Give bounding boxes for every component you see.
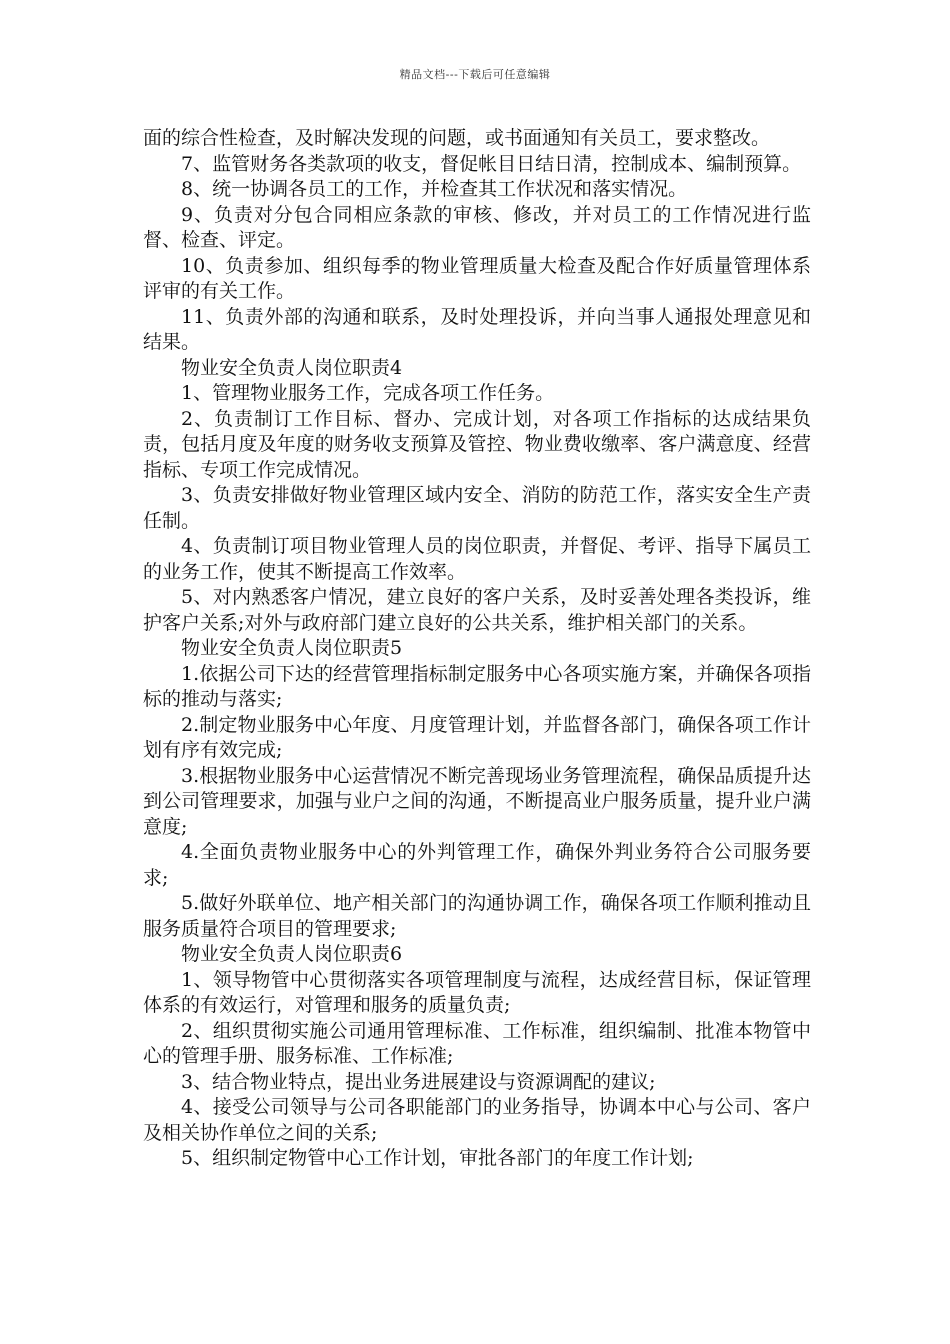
paragraph: 11、负责外部的沟通和联系，及时处理投诉，并向当事人通报处理意见和结果。: [143, 305, 811, 353]
paragraph: 3、结合物业特点，提出业务进展建设与资源调配的建议;: [181, 1070, 656, 1093]
paragraph: 面的综合性检查，及时解决发现的问题，或书面通知有关员工，要求整改。: [143, 127, 771, 149]
paragraph: 2、负责制订工作目标、督办、完成计划，对各项工作指标的达成结果负责，包括月度及年度的财务收支预算及管控、物业费收缴率、客户满意度、经营指标、专项工作完成情况。: [143, 407, 811, 481]
paragraph: 4、负责制订项目物业管理人员的岗位职责，并督促、考评、指导下属员工的业务工作，使其不断提高工作效率。: [143, 535, 811, 583]
paragraph: 5、对内熟悉客户情况，建立良好的客户关系，及时妥善处理各类投诉，维护客户关系;对外与政府部门建立良好的公共关系，维护相关部门的关系。: [143, 586, 811, 634]
paragraph: 5、组织制定物管中心工作计划，审批各部门的年度工作计划;: [181, 1147, 694, 1169]
paragraph: 3.根据物业服务中心运营情况不断完善现场业务管理流程，确保品质提升达到公司管理要求，加强与业户之间的沟通，不断提高业户服务质量，提升业户满意度;: [143, 764, 811, 838]
page-header: 精品文档---下载后可任意编辑: [399, 68, 551, 81]
paragraph: 5.做好外联单位、地产相关部门的沟通协调工作，确保各项工作顺利推动且服务质量符合项目的管理要求;: [143, 892, 811, 940]
paragraph: 2.制定物业服务中心年度、月度管理计划，并监督各部门，确保各项工作计划有序有效完成;: [143, 713, 811, 761]
paragraph: 8、统一协调各员工的工作，并检查其工作状况和落实情况。: [181, 178, 688, 200]
paragraph: 4.全面负责物业服务中心的外判管理工作，确保外判业务符合公司服务要求;: [143, 841, 811, 889]
paragraph: 4、接受公司领导与公司各职能部门的业务指导，协调本中心与公司、客户及相关协作单位之间的关系;: [143, 1096, 811, 1144]
document-body: [143, 126, 811, 1172]
paragraph: 1、管理物业服务工作，完成各项工作任务。: [181, 382, 555, 404]
paragraph: 7、监管财务各类款项的收支，督促帐目日结日清，控制成本、编制预算。: [181, 152, 802, 175]
paragraph: 9、负责对分包合同相应条款的审核、修改，并对员工的工作情况进行监督、检查、评定。: [143, 203, 811, 251]
paragraph: 1.依据公司下达的经营管理指标制定服务中心各项实施方案，并确保各项指标的推动与落实;: [143, 662, 811, 710]
section-heading: 物业安全负责人岗位职责6: [181, 943, 403, 965]
paragraph: 3、负责安排做好物业管理区域内安全、消防的防范工作，落实安全生产责任制。: [143, 484, 811, 532]
paragraph: 10、负责参加、组织每季的物业管理质量大检查及配合作好质量管理体系评审的有关工作。: [143, 254, 811, 302]
section-heading: 物业安全负责人岗位职责4: [181, 356, 403, 379]
section-heading: 物业安全负责人岗位职责5: [181, 637, 403, 659]
paragraph: 1、领导物管中心贯彻落实各项管理制度与流程，达成经营目标，保证管理体系的有效运行，对管理和服务的质量负责;: [143, 968, 811, 1016]
paragraph: 2、组织贯彻实施公司通用管理标准、工作标准，组织编制、批准本物管中心的管理手册、服务标准、工作标准;: [143, 1019, 811, 1067]
